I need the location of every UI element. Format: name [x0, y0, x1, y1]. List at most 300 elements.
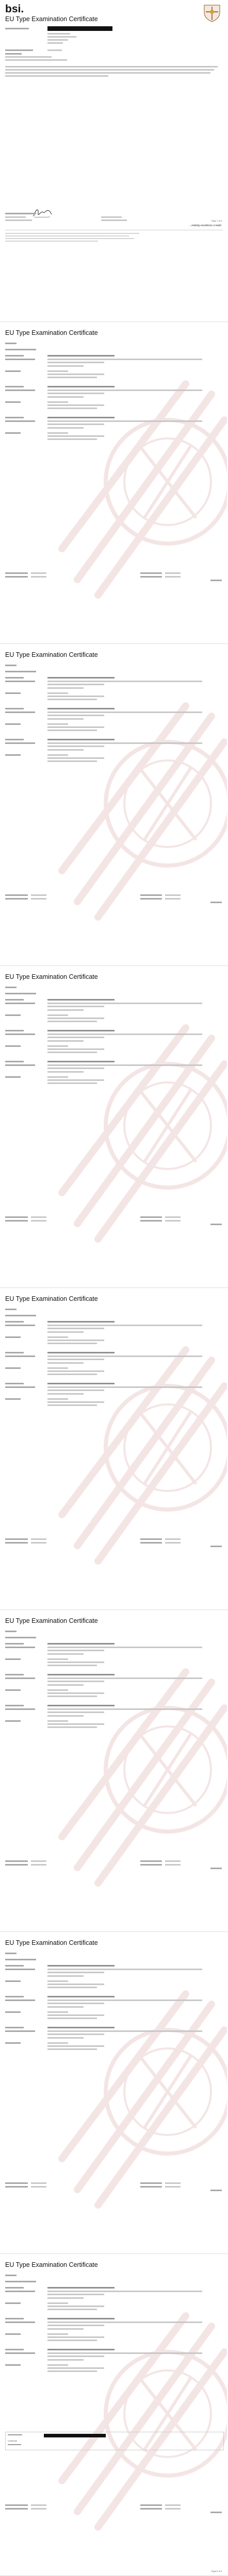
text-line [47, 42, 63, 44]
text-line [47, 359, 202, 360]
text-line [47, 681, 202, 682]
text-line [5, 1953, 17, 1954]
text-line [47, 1003, 202, 1004]
text-line [31, 2504, 46, 2506]
text-line [5, 993, 36, 994]
text-line [47, 1006, 104, 1007]
text-line [47, 2336, 104, 2338]
text-line [5, 432, 21, 434]
text-line [47, 2011, 68, 2013]
text-line [5, 2318, 24, 2319]
text-line [47, 1404, 97, 1406]
text-line [31, 1860, 46, 1862]
text-line [47, 1720, 68, 1722]
text-line [5, 1999, 35, 2001]
certificate-heading: EU Type Examination Certificate [5, 651, 98, 658]
text-line [5, 1220, 28, 1222]
text-line [31, 1864, 46, 1866]
text-line [47, 2355, 104, 2357]
text-line [5, 2333, 21, 2335]
text-line [5, 1386, 35, 1388]
certificate-page-7 [0, 1932, 228, 2254]
text-line [47, 723, 68, 725]
text-line [47, 1696, 97, 1697]
text-line [5, 370, 21, 372]
text-line [31, 894, 46, 896]
text-line [47, 1723, 104, 1725]
certificate-heading: EU Type Examination Certificate [5, 1295, 98, 1302]
text-line [210, 1224, 222, 1225]
text-line [5, 343, 17, 344]
text-line [140, 2504, 162, 2506]
text-line [5, 2275, 17, 2276]
text-line [47, 2027, 115, 2028]
text-line [47, 2328, 84, 2330]
text-line [5, 235, 129, 236]
text-line [210, 902, 222, 903]
text-line [47, 1370, 104, 1372]
text-line [5, 1003, 35, 1004]
text-line [5, 677, 24, 679]
text-line [5, 2508, 28, 2510]
text-line [47, 1398, 68, 1400]
text-line [165, 2186, 181, 2188]
text-line [47, 2364, 68, 2366]
text-line [5, 1643, 24, 1645]
text-line [47, 1033, 202, 1035]
text-line [5, 1355, 35, 1357]
text-line [47, 1677, 202, 1679]
text-line [47, 370, 68, 372]
text-line [47, 1079, 104, 1081]
text-line [5, 1336, 21, 1338]
text-line [5, 1980, 21, 1982]
certificate-heading: EU Type Examination Certificate [5, 973, 98, 980]
text-line [47, 677, 115, 679]
text-line [47, 692, 68, 694]
text-line [47, 1969, 202, 1970]
text-line [47, 362, 104, 363]
text-line [47, 1653, 84, 1655]
text-line [210, 1868, 222, 1869]
text-line [5, 213, 36, 214]
text-line [165, 1864, 181, 1866]
page-number: Page 8 of 8 [211, 2570, 222, 2572]
text-line [47, 1662, 104, 1663]
strapline: ...making excellence a habit. [189, 224, 222, 227]
text-line [47, 438, 97, 440]
text-line [47, 2291, 202, 2292]
text-line [5, 1064, 35, 1066]
text-line [5, 1045, 21, 1047]
text-line [47, 760, 97, 762]
text-line [5, 49, 33, 51]
text-line [47, 684, 104, 685]
watermark [57, 363, 227, 600]
text-line [47, 1647, 202, 1648]
text-line [140, 1542, 162, 1544]
text-line [5, 1637, 36, 1638]
text-line [47, 696, 104, 697]
text-line [5, 723, 21, 725]
text-line [47, 2359, 84, 2361]
text-line [5, 681, 35, 682]
text-line [47, 2033, 104, 2035]
watermark [57, 1651, 227, 1888]
text-line [5, 417, 24, 418]
text-line [47, 708, 115, 709]
text-line [47, 427, 84, 429]
text-line [47, 1383, 115, 1384]
text-line [47, 1052, 97, 1053]
text-line [47, 1393, 84, 1395]
text-line [47, 1037, 104, 1038]
text-line [5, 2287, 24, 2289]
text-line [47, 1014, 68, 1016]
text-line [5, 1720, 21, 1722]
text-line [47, 1076, 68, 1078]
text-line [5, 1969, 35, 1970]
text-line [5, 576, 28, 578]
text-line [47, 1389, 104, 1391]
text-line [47, 1999, 202, 2001]
certificate-page-3 [0, 644, 228, 966]
text-line [140, 2508, 162, 2510]
text-line [47, 749, 84, 751]
text-line [47, 1009, 84, 1011]
text-line [5, 56, 52, 58]
text-line [165, 894, 181, 896]
text-line [5, 1708, 35, 1710]
text-line [31, 1542, 46, 1544]
text-line [5, 1860, 28, 1862]
text-line [5, 1631, 17, 1632]
text-line [47, 2030, 202, 2032]
text-line [210, 580, 222, 581]
text-line [5, 1538, 28, 1540]
text-line [47, 417, 115, 418]
text-line [5, 349, 36, 350]
text-line [47, 1996, 115, 1997]
text-line [47, 1401, 104, 1403]
text-line [5, 72, 210, 74]
text-line [47, 1336, 68, 1338]
text-line [8, 2444, 21, 2445]
watermark [57, 1973, 227, 2210]
text-line [47, 1082, 97, 1084]
certificate-label: Certificate [8, 2439, 18, 2442]
text-line [47, 1359, 104, 1360]
text-line [5, 2030, 35, 2032]
text-line [47, 2018, 97, 2019]
text-line [47, 1071, 84, 1073]
text-line [165, 2182, 181, 2184]
certificate-heading: EU Type Examination Certificate [5, 2261, 98, 2268]
text-line [5, 1352, 24, 1353]
text-line [47, 2037, 84, 2039]
text-line [47, 1705, 115, 1706]
text-line [5, 233, 139, 234]
text-line [101, 216, 122, 218]
text-line [165, 1220, 181, 1222]
text-line [165, 2508, 181, 2510]
text-line [140, 1538, 162, 1540]
text-line [47, 1386, 202, 1388]
text-line [47, 2003, 104, 2004]
certificate-heading: EU Type Examination Certificate [5, 15, 98, 23]
text-line [47, 420, 202, 422]
text-line [47, 2309, 97, 2310]
text-line [47, 435, 104, 437]
text-line [165, 1860, 181, 1862]
text-line [5, 2321, 35, 2323]
text-line [47, 1343, 97, 1344]
text-line [47, 1665, 97, 1666]
text-line [5, 238, 134, 239]
text-line [47, 1726, 97, 1728]
text-line [47, 386, 115, 387]
watermark [57, 1329, 227, 1566]
text-line [47, 718, 84, 720]
text-line [47, 726, 104, 728]
text-line [5, 2352, 35, 2354]
text-line [47, 365, 84, 367]
text-line [140, 1216, 162, 1218]
text-line [47, 1061, 115, 1062]
text-line [47, 1030, 115, 1031]
text-line [47, 1018, 104, 1019]
text-line [5, 59, 67, 61]
text-line [140, 2186, 162, 2188]
text-line [5, 711, 35, 713]
text-line [5, 69, 214, 71]
text-line [47, 2297, 84, 2299]
text-line [47, 401, 68, 403]
text-line [47, 393, 104, 394]
text-line [5, 28, 29, 29]
text-line [47, 1984, 104, 1985]
text-line [5, 665, 17, 666]
text-line [5, 1061, 24, 1062]
text-line [5, 216, 26, 218]
text-line [5, 999, 24, 1001]
text-line [165, 1216, 181, 1218]
text-line [5, 1321, 24, 1323]
text-line [47, 1321, 115, 1323]
text-line [5, 386, 24, 387]
text-line [47, 2370, 97, 2372]
text-line [5, 359, 35, 360]
text-line [47, 1681, 104, 1682]
text-line [165, 898, 181, 900]
text-line [5, 898, 28, 900]
text-line [47, 1987, 97, 1988]
text-line [5, 1309, 17, 1310]
text-line [5, 1542, 28, 1544]
text-line [47, 1064, 202, 1066]
text-line [165, 1542, 181, 1544]
text-line [5, 2349, 24, 2350]
text-line [5, 754, 21, 756]
text-line [47, 2048, 97, 2050]
text-line [5, 401, 21, 403]
text-line [47, 408, 97, 409]
text-line [210, 1546, 222, 1547]
text-line [47, 404, 104, 406]
text-line [47, 1067, 104, 1069]
text-line [47, 1658, 68, 1660]
crest-icon [202, 2, 222, 23]
text-line [5, 987, 17, 988]
text-line [5, 2182, 28, 2184]
watermark [57, 2295, 227, 2532]
certificate-page-5 [0, 1288, 228, 1610]
text-line [5, 708, 24, 709]
text-line [47, 2294, 104, 2295]
text-line [5, 1965, 24, 1967]
text-line [47, 2352, 202, 2354]
certificate-heading: EU Type Examination Certificate [5, 1939, 98, 1946]
text-line [5, 1076, 21, 1078]
text-line [140, 572, 162, 574]
text-line [31, 1220, 46, 1222]
text-line [5, 1674, 24, 1675]
text-line [47, 1972, 104, 1973]
text-line [5, 671, 36, 672]
text-line [5, 2281, 36, 2282]
text-line [5, 1658, 21, 1660]
text-line [5, 355, 24, 357]
certificate-page-1 [0, 0, 228, 322]
text-line [31, 2508, 46, 2510]
text-line [47, 1711, 104, 1713]
text-line [5, 219, 32, 221]
text-line [47, 745, 104, 747]
certificate-heading: EU Type Examination Certificate [5, 1617, 98, 1624]
text-line [47, 2318, 115, 2319]
text-line [47, 2045, 104, 2047]
text-line [165, 2504, 181, 2506]
text-line [47, 355, 115, 357]
text-line [5, 1647, 35, 1648]
text-line [31, 572, 46, 574]
certificate-table [5, 2432, 224, 2450]
text-line [47, 739, 115, 740]
text-line [5, 1864, 28, 1866]
text-line [47, 2287, 115, 2289]
text-line [47, 2302, 68, 2304]
certificate-heading: EU Type Examination Certificate [5, 329, 98, 336]
text-line [47, 396, 84, 398]
text-line [47, 1331, 84, 1333]
text-line [47, 1040, 84, 1042]
text-line [5, 742, 35, 744]
text-line [47, 1374, 97, 1375]
text-line [47, 757, 104, 759]
text-line [47, 1975, 84, 1977]
certificate-page-8 [0, 2254, 228, 2576]
text-line [31, 1216, 46, 1218]
text-line [5, 1367, 21, 1369]
certificate-page-6 [0, 1610, 228, 1932]
text-line [47, 2333, 68, 2335]
page-number: Page 1 of 8 [211, 219, 222, 222]
text-line [101, 219, 127, 221]
watermark [57, 685, 227, 922]
text-line [47, 1692, 104, 1694]
text-line [47, 2014, 104, 2016]
text-line [47, 1325, 202, 1326]
text-line [5, 53, 22, 55]
text-line [140, 1860, 162, 1862]
text-line [47, 730, 97, 731]
text-line [47, 1352, 115, 1353]
text-line [47, 2349, 115, 2350]
text-line [47, 754, 68, 756]
text-line [5, 2042, 21, 2044]
text-line [47, 1355, 202, 1357]
text-line [47, 1643, 115, 1645]
text-line [47, 49, 62, 51]
text-line [5, 1030, 24, 1031]
text-line [47, 1367, 68, 1369]
watermark [57, 1007, 227, 1244]
text-line [5, 1014, 21, 1016]
text-line [31, 898, 46, 900]
text-line [5, 241, 98, 242]
text-line [47, 1689, 68, 1691]
text-line [140, 894, 162, 896]
text-line [140, 898, 162, 900]
text-line [5, 692, 21, 694]
text-line [140, 2182, 162, 2184]
text-line [47, 1650, 104, 1651]
text-line [47, 1048, 104, 1050]
text-line [47, 2042, 68, 2044]
text-line [47, 39, 68, 41]
text-line [140, 1220, 162, 1222]
text-line [5, 420, 35, 422]
text-line [47, 711, 202, 713]
text-line [47, 1980, 68, 1982]
text-line [47, 1708, 202, 1710]
text-line [5, 75, 108, 77]
text-line [5, 2027, 24, 2028]
text-line [47, 2006, 84, 2008]
text-line [165, 572, 181, 574]
text-line [47, 423, 104, 425]
text-line [31, 576, 46, 578]
text-line [5, 2504, 28, 2506]
text-line [5, 1315, 36, 1316]
text-line [5, 389, 35, 391]
text-line [5, 1383, 24, 1384]
text-line [5, 1689, 21, 1691]
text-line [47, 374, 104, 375]
text-line [5, 2364, 21, 2366]
text-line [47, 389, 202, 391]
text-line [47, 377, 97, 378]
text-line [47, 432, 68, 434]
text-line [165, 576, 181, 578]
text-line [47, 1021, 97, 1022]
text-line [5, 1033, 35, 1035]
text-line [47, 742, 202, 744]
text-line [5, 1325, 35, 1326]
text-line [5, 1705, 24, 1706]
text-line [47, 2367, 104, 2369]
text-line [47, 999, 115, 1001]
